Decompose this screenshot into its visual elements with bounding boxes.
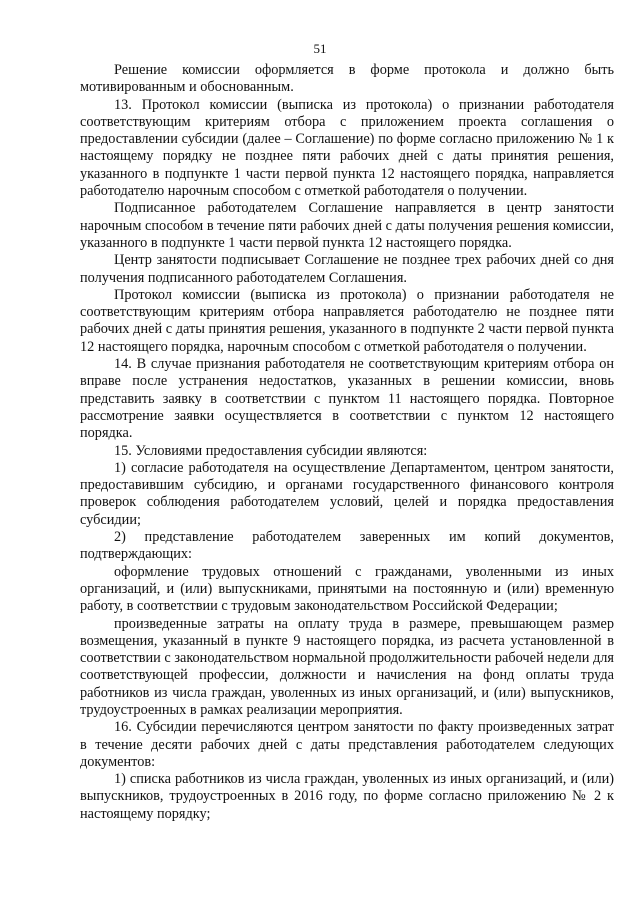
page-number: 51 bbox=[313, 41, 327, 56]
paragraph-labor-costs: произведенные затраты на оплату труда в размере, превышающем размер возмещения, указанный в пункте 9 настоящего порядка, из расчета установленной в соответствии с законодательством нормальной продолжительности рабочей недели для соответствующей профессии, должности и начисления на фонд оплаты труда работников из числа граждан, уволенных из иных организаций, и (или) выпускников, трудоустроенных в рамках реализации мероприятия. bbox=[80, 615, 614, 718]
paragraph-center-signs: Центр занятости подписывает Соглашение не позднее трех рабочих дней со дня получения подписанного работодателем Соглашения. bbox=[80, 252, 614, 286]
paragraph-13-protocol: 13. Протокол комиссии (выписка из протокола) о признании работодателя соответствующим критериям отбора с приложением проекта соглашения о предоставлении субсидии (далее – Соглашение) по форме согласно приложению № 1 к настоящему порядку не позднее пяти рабочих дней с даты принятия решения, указанного в подпункте 1 части первой пункта 12 настоящего порядка, направляется работодателю нарочным способом с отметкой работодателя о получении. bbox=[80, 96, 614, 200]
paragraph-15-conditions: 15. Условиями предоставления субсидии являются: bbox=[114, 442, 428, 459]
paragraph-14-resubmission: 14. В случае признания работодателя не соответствующим критериям отбора он вправе после устранения недостатков, указанных в решении комиссии, вновь представить заявку в соответствии с пунктом 11 настоящего порядка. Повторное рассмотрение заявки осуществляется в соответствии с пунктом 12 настоящего порядка. bbox=[80, 356, 614, 442]
paragraph-15-item-1: 1) согласие работодателя на осуществление Департаментом, центром занятости, предоставившим субсидию, и органами государственного финансового контроля проверок соблюдения работодателем условий, целей и порядка предоставления субсидии; bbox=[80, 459, 614, 528]
paragraph-15-item-2: 2) представление работодателем заверенных им копий документов, подтверждающих: bbox=[80, 529, 614, 563]
paragraph-decision-protocol: Решение комиссии оформляется в форме протокола и должно быть мотивированным и обоснованным. bbox=[80, 62, 614, 96]
paragraph-16-transfer: 16. Субсидии перечисляются центром занятости по факту произведенных затрат в течение десяти рабочих дней с даты представления работодателем следующих документов: bbox=[80, 719, 614, 770]
paragraph-16-item-1: 1) списка работников из числа граждан, уволенных из иных организаций, и (или) выпускников, трудоустроенных в 2016 году, по форме согласно приложению № 2 к настоящему порядку; bbox=[80, 771, 614, 822]
paragraph-protocol-rejection: Протокол комиссии (выписка из протокола) о признании работодателя не соответствующим критериям отбора направляется работодателю не позднее пяти рабочих дней с даты принятия решения, указанного в подпункте 2 части первой пункта 12 настоящего порядка, нарочным способом с отметкой работодателя о получении. bbox=[80, 286, 614, 355]
document-body bbox=[80, 62, 614, 823]
paragraph-signed-agreement: Подписанное работодателем Соглашение направляется в центр занятости нарочным способом в течение пяти рабочих дней с даты получения решения комиссии, указанного в подпункте 1 части первой пункта 12 настоящего порядка. bbox=[80, 200, 614, 251]
paragraph-labor-relations: оформление трудовых отношений с гражданами, уволенными из иных организаций, и (или) выпускниками, принятыми на постоянную и (или) временную работу, в соответствии с трудовым законодательством Российской Федерации; bbox=[80, 563, 614, 615]
